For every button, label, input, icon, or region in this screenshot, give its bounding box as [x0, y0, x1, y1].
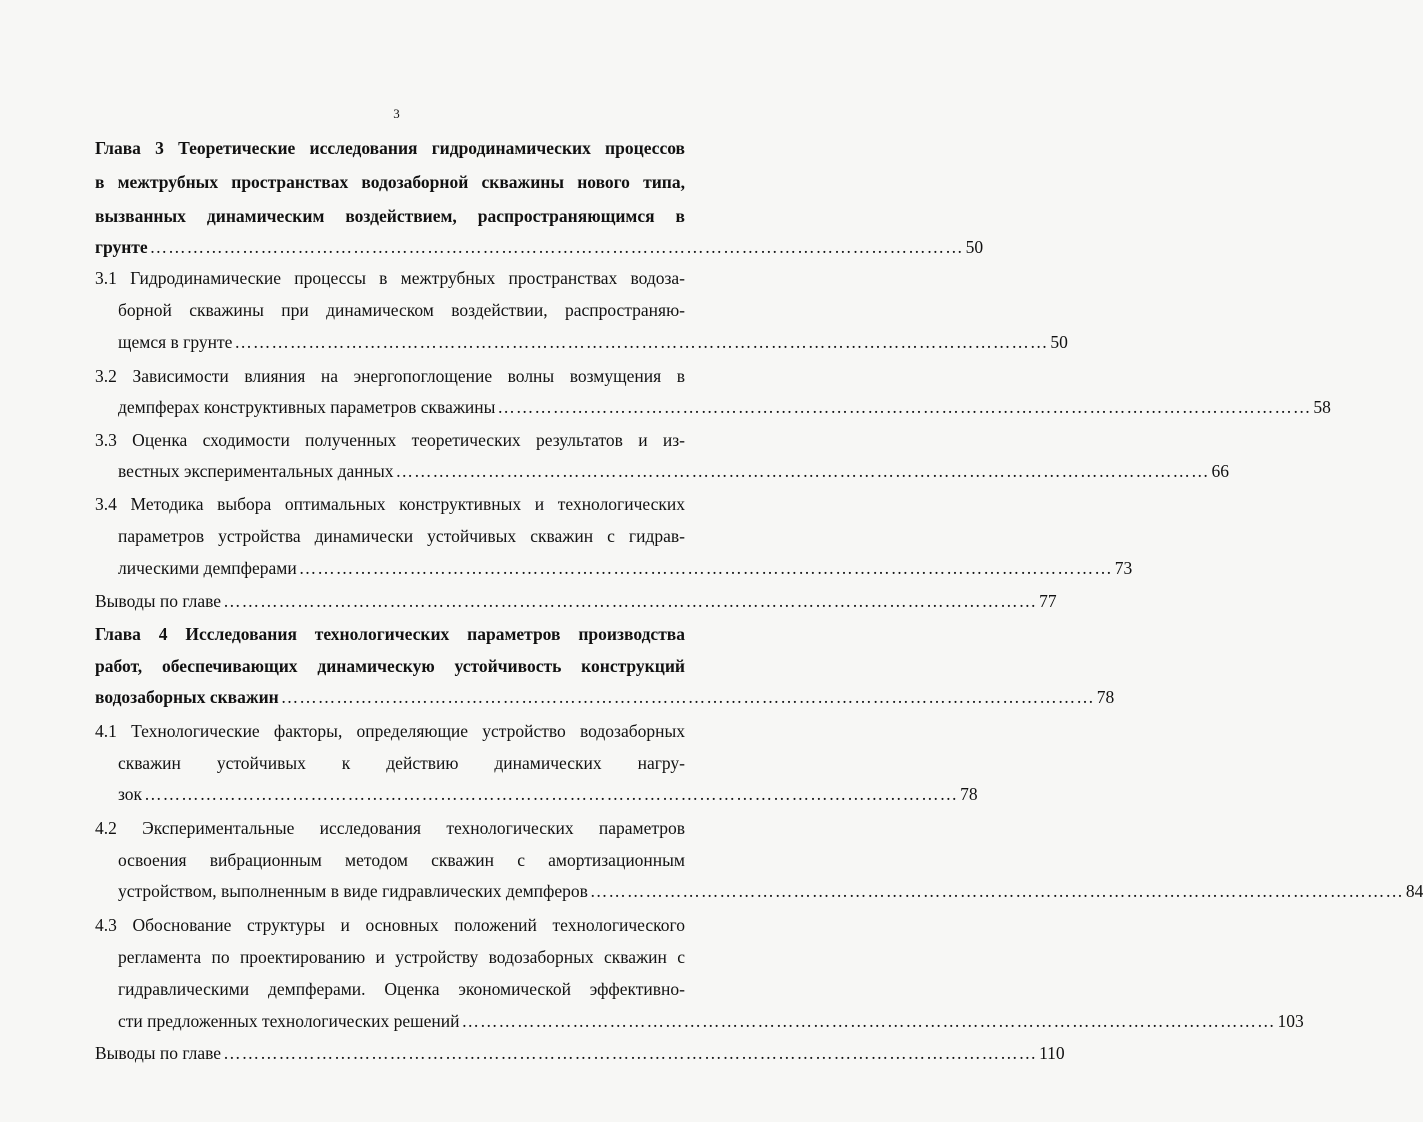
dot-leader: ……………………………………………………………………………………………………………………	[497, 397, 1312, 417]
toc-section-3-2-line1: 3.2 Зависимости влияния на энергопоглощение волны возмущения в	[95, 366, 685, 386]
toc-entry-chapter4[interactable]	[95, 681, 1115, 713]
toc-chapter4-line2: работ, обеспечивающих динамическую устойчивость конструкций	[95, 656, 685, 676]
toc-page-number: 110	[1039, 1043, 1065, 1063]
toc-section-4-1-line2: скважин устойчивых к действию динамических нагру-	[118, 753, 685, 773]
toc-section-3-1-line1: 3.1 Гидродинамические процессы в межтрубных пространствах водоза-	[95, 268, 685, 288]
toc-section-3-2-line2: демпферах конструктивных параметров скважины	[118, 397, 496, 417]
dot-leader: ……………………………………………………………………………………………………………………	[234, 332, 1049, 352]
toc-chapter4-line1: Глава 4 Исследования технологических параметров производства	[95, 624, 685, 644]
dot-leader: ……………………………………………………………………………………………………………………	[280, 687, 1095, 707]
page-number: 3	[393, 106, 400, 121]
dot-leader: ……………………………………………………………………………………………………………………	[144, 784, 959, 804]
toc-section-3-4-line2: параметров устройства динамически устойчивых скважин с гидрав-	[118, 526, 685, 546]
dot-leader: ……………………………………………………………………………………………………………………	[223, 591, 1038, 611]
toc-entry-section-3-2[interactable]	[118, 391, 1331, 423]
toc-section-4-3-line2: регламента по проектированию и устройству водозаборных скважин с	[118, 947, 685, 967]
toc-section-4-1-line1: 4.1 Технологические факторы, определяющие устройство водозаборных	[95, 721, 685, 741]
dot-leader: ……………………………………………………………………………………………………………………	[298, 558, 1113, 578]
toc-chapter3-line1: Глава 3 Теоретические исследования гидродинамических процессов	[95, 138, 685, 158]
toc-page-number: 78	[960, 784, 978, 804]
toc-entry-section-3-1[interactable]	[118, 326, 1068, 358]
dot-leader: ……………………………………………………………………………………………………………………	[589, 881, 1404, 901]
toc-chapter3-line3: вызванных динамическим воздействием, распространяющимся в	[95, 206, 685, 226]
dot-leader: ……………………………………………………………………………………………………………………	[461, 1011, 1276, 1031]
toc-entry-chapter3[interactable]	[95, 231, 984, 263]
dot-leader: ……………………………………………………………………………………………………………………	[223, 1043, 1038, 1063]
toc-section-4-2-line2: освоения вибрационным методом скважин с амортизационным	[118, 850, 685, 870]
toc-page-number: 50	[965, 237, 984, 257]
toc-entry-section-4-2[interactable]	[118, 875, 1423, 907]
toc-section-3-3-line2: вестных экспериментальных данных	[118, 461, 394, 481]
toc-entry-section-4-1[interactable]	[118, 778, 978, 810]
toc-entry-section-4-3[interactable]	[118, 1005, 1304, 1037]
toc-entry-conclusions-ch3[interactable]	[95, 585, 1057, 617]
toc-entry-section-3-3[interactable]	[118, 455, 1229, 487]
toc-page-number: 84	[1405, 881, 1423, 901]
toc-page-number: 66	[1211, 461, 1229, 481]
toc-page-number: 73	[1114, 558, 1133, 578]
toc-section-4-3-line1: 4.3 Обоснование структуры и основных положений технологического	[95, 915, 685, 935]
toc-section-4-1-line3: зок	[118, 784, 143, 804]
toc-page-number: 50	[1050, 332, 1068, 352]
toc-section-4-2-line1: 4.2 Экспериментальные исследования технологических параметров	[95, 818, 685, 838]
dot-leader: ……………………………………………………………………………………………………………………	[149, 237, 964, 257]
dot-leader: ……………………………………………………………………………………………………………………	[395, 461, 1210, 481]
toc-page-number: 58	[1313, 397, 1331, 417]
toc-section-4-3-line3: гидравлическими демпферами. Оценка экономической эффективно-	[118, 979, 685, 999]
toc-page-number: 78	[1096, 687, 1115, 707]
toc-section-4-3-line4: сти предложенных технологических решений	[118, 1011, 460, 1031]
toc-page-number: 103	[1277, 1011, 1304, 1031]
toc-page-number: 77	[1039, 591, 1057, 611]
toc-conclusions-ch3-label: Выводы по главе	[95, 591, 222, 611]
toc-section-3-1-line2: борной скважины при динамическом воздействии, распространяю-	[118, 300, 685, 320]
toc-section-3-4-line1: 3.4 Методика выбора оптимальных конструктивных и технологических	[95, 494, 685, 514]
toc-section-3-1-line3: щемся в грунте	[118, 332, 233, 352]
toc-chapter4-line3: водозаборных скважин	[95, 687, 279, 707]
toc-chapter3-line4: грунте	[95, 237, 148, 257]
toc-chapter3-line2: в межтрубных пространствах водозаборной скважины нового типа,	[95, 172, 685, 192]
toc-conclusions-ch4-label: Выводы по главе	[95, 1043, 222, 1063]
toc-entry-section-3-4[interactable]	[118, 552, 1133, 584]
toc-entry-conclusions-ch4[interactable]	[95, 1037, 1065, 1069]
toc-section-3-3-line1: 3.3 Оценка сходимости полученных теоретических результатов и из-	[95, 430, 685, 450]
toc-section-3-4-line3: лическими демпферами	[118, 558, 297, 578]
toc-section-4-2-line3: устройством, выполненным в виде гидравлических демпферов	[118, 881, 588, 901]
